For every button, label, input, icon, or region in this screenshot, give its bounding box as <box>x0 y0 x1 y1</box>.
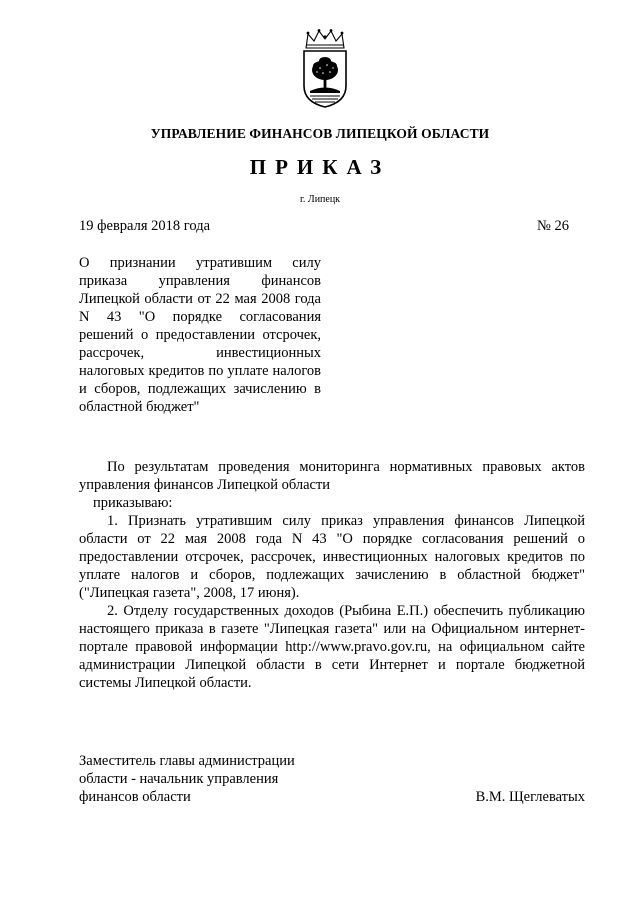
organization-name: УПРАВЛЕНИЕ ФИНАНСОВ ЛИПЕЦКОЙ ОБЛАСТИ <box>150 126 490 141</box>
city-label: г. Липецк <box>299 194 341 205</box>
order-item-2: 2. Отделу государственных доходов (Рыбина Е.П.) обеспечить публикацию настоящего приказа в газете "Липецкая газета" или на Официальном интернет-портале правовой информации http://www.pravo.gov.ru, на официальном сайте администрации Липецкой области в сети Интернет и портале бюджетной системы Липецкой области. <box>79 603 585 691</box>
document-body <box>79 458 585 692</box>
document-number: № 26 <box>537 218 569 234</box>
preamble-paragraph: По результатам проведения мониторинга нормативных правовых актов управления финансов Липецкой области <box>79 459 585 493</box>
signatory-name: В.М. Щеглеватых <box>475 789 585 805</box>
document-type-title: ПРИКАЗ <box>249 155 391 179</box>
signatory-title: Заместитель главы администрации области - начальник управления финансов области <box>79 753 295 805</box>
order-word: приказываю: <box>93 495 173 511</box>
order-item-1: 1. Признать утратившим силу приказ управления финансов Липецкой области от 22 мая 2008 года N 43 "О порядке согласования решений о предоставлении отсрочек, рассрочек, инвестиционных налоговых кредитов по уплате налогов и сборов, подлежащих зачислению в областной бюджет" ("Липецкая газета", 2008, 17 июня). <box>79 513 585 601</box>
coat-of-arms-icon <box>296 28 354 108</box>
document-date: 19 февраля 2018 года <box>79 218 211 234</box>
document-subject: О признании утратившим силу приказа управления финансов Липецкой области от 22 мая 2008 года N 43 "О порядке согласования решений о предоставлении отсрочек, рассрочек, инвестиционных налоговых кредитов по уплате налогов и сборов, подлежащих зачислению в областной бюджет" <box>79 255 321 415</box>
signature-block <box>79 752 585 806</box>
